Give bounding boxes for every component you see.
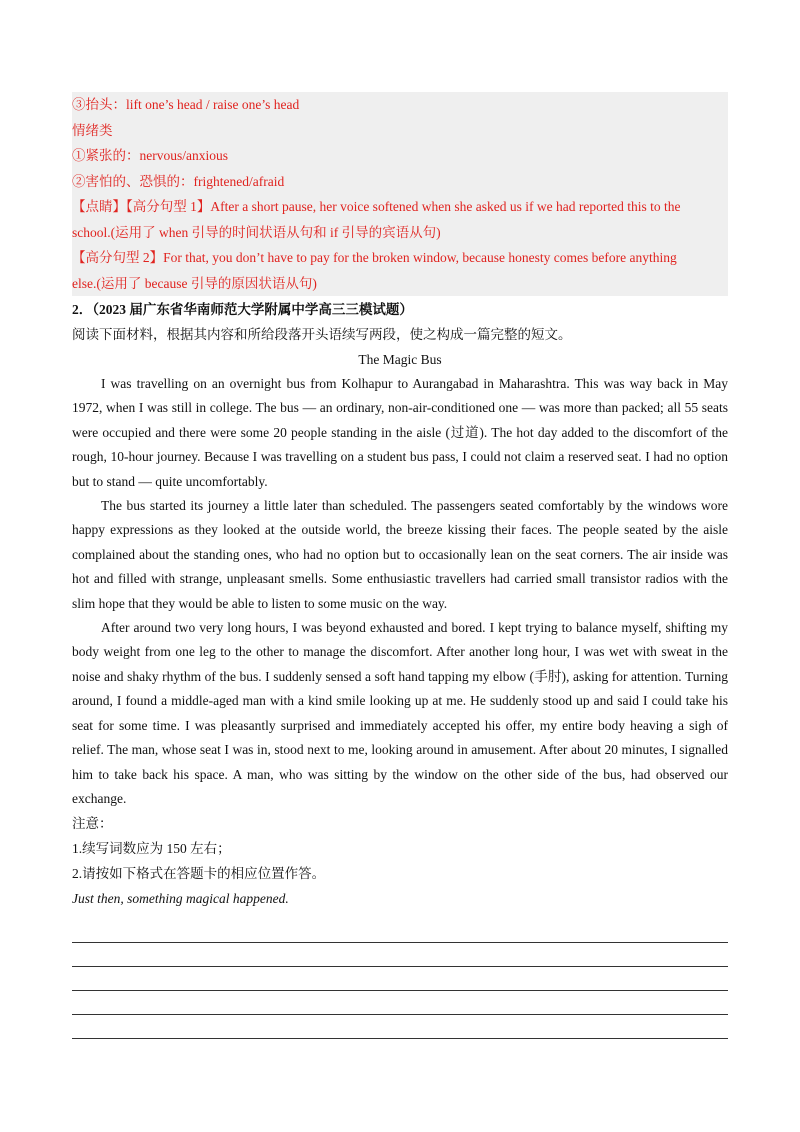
answer-lines bbox=[72, 919, 728, 1039]
passage-paragraph: I was travelling on an overnight bus from Kolhapur to Aurangabad in Maharashtra. This was way back in May 1972, when I was still in college. The bus — an ordinary, non-air-conditioned one — was more than packed; all 55 seats were occupied and there were some 20 people standing in the aisle (过道). The hot day added to the discomfort of the rough, 10-hour journey. Because I was travelling on a student bus pass, I could not claim a reserved seat. I had no option but to stand — quite uncomfortably. bbox=[72, 376, 728, 489]
note-line: school.(运用了 when 引导的时间状语从句和 if 引导的宾语从句) bbox=[72, 224, 441, 240]
question-heading: 2．（2023 届广东省华南师范大学附属中学高三三模试题） bbox=[72, 302, 413, 317]
passage-paragraph: The bus started its journey a little later than scheduled. The passengers seated comfortably by the windows wore happy expressions as they looked at the outside world, the breeze kissing their faces. The people seated by the aisle complained about the standing ones, who had no option but to occasionally lean on the seat corners. The air inside was hot and filled with strange, unpleasant smells. Some enthusiastic travellers had carried small transistor radios with the slim hope that they would be able to listen to some music on the way. bbox=[72, 498, 728, 611]
note-line: 【高分句型 2】For that, you don’t have to pay for the broken window, because honesty comes before anything bbox=[72, 250, 677, 265]
note-line: ②害怕的、恐惧的：frightened/afraid bbox=[72, 173, 285, 189]
passage-paragraph: After around two very long hours, I was beyond exhausted and bored. I kept trying to balance myself, shifting my body weight from one leg to the other to manage the discomfort. After another long hour, I was wet with sweat in the noise and shaky rhythm of the bus. I suddenly sensed a soft hand tapping my elbow (手肘), asking for attention. Turning around, I found a middle-aged man with a kind smile looking up at me. He suddenly stood up and said I could take his seat for some time. I was pleasantly surprised and immediately accepted his offer, my entire body heaving a sigh of relief. The man, whose seat I was in, stood next to me, looking around in amusement. After about 20 minutes, I signalled him to take back his space. A man, who was sitting by the window on the other side of the bus, had observed our exchange. bbox=[72, 620, 728, 806]
answer-line[interactable] bbox=[72, 943, 728, 967]
answer-line[interactable] bbox=[72, 1015, 728, 1039]
answer-line[interactable] bbox=[72, 991, 728, 1015]
note-line: ③抬头：lift one’s head / raise one’s head bbox=[72, 97, 300, 112]
answer-line[interactable] bbox=[72, 967, 728, 991]
notes-label: 注意： bbox=[72, 816, 113, 832]
note-line: ①紧张的：nervous/anxious bbox=[72, 148, 228, 163]
passage-title: The Magic Bus bbox=[358, 352, 442, 367]
answer-notes-block bbox=[72, 92, 728, 296]
continuation-prompt: Just then, something magical happened. bbox=[72, 891, 289, 907]
note-format: 2.请按如下格式在答题卡的相应位置作答。 bbox=[72, 866, 326, 882]
note-line: else.(运用了 because 引导的原因状语从句) bbox=[72, 275, 317, 291]
note-line: 情绪类 bbox=[72, 122, 113, 138]
question-instruction: 阅读下面材料，根据其内容和所给段落开头语续写两段，使之构成一篇完整的短文。 bbox=[72, 327, 572, 342]
note-line: 【点睛】【高分句型 1】After a short pause, her voice softened when she asked us if we had reported this to the bbox=[72, 199, 681, 214]
note-word-count: 1.续写词数应为 150 左右； bbox=[72, 841, 231, 857]
document-page bbox=[72, 92, 728, 1039]
answer-line[interactable] bbox=[72, 919, 728, 943]
